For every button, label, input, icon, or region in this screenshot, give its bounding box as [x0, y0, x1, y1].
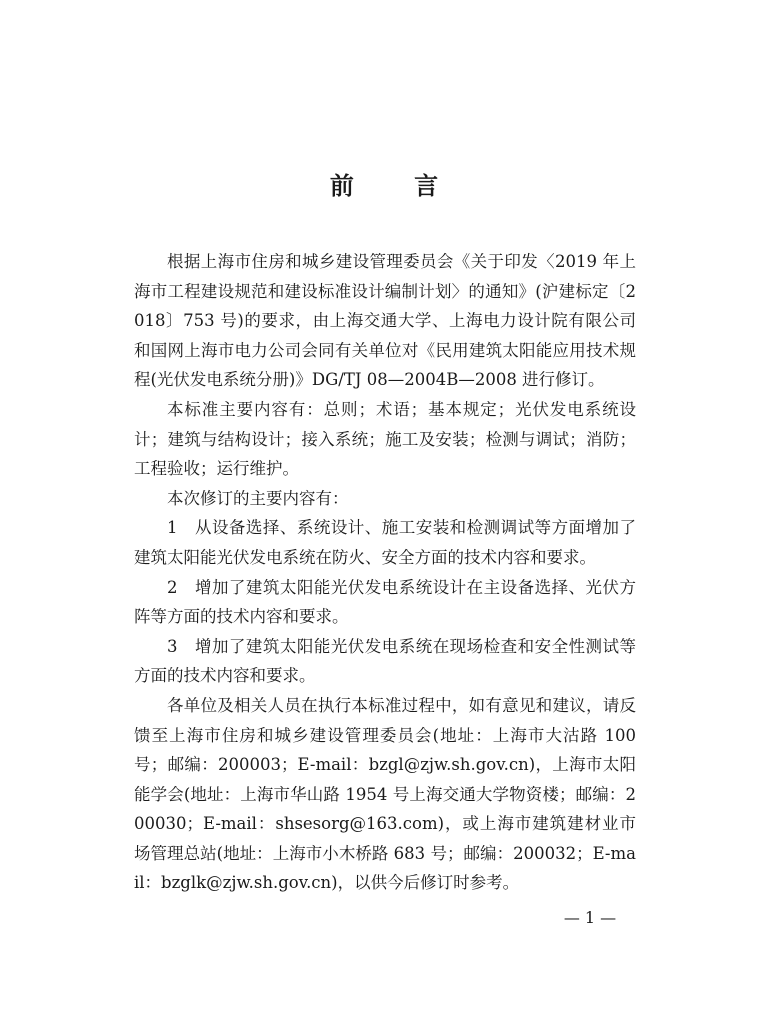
paragraph-revision-item-2: 2 增加了建筑太阳能光伏发电系统设计在主设备选择、光伏方阵等方面的技术内容和要求。	[134, 577, 636, 627]
paragraph-feedback-contacts: 各单位及相关人员在执行本标准过程中，如有意见和建议，请反馈至上海市住房和城乡建设管理委员会(地址：上海市大沽路 100 号；邮编：200003；E-mail：bzgl@zjw.sh.gov.cn)，上海市太阳能学会(地址：上海市华山路 1954 号上海交通大学物资楼；邮编：200030；E-mail：shsesorg@163.com)，或上海市建筑建材业市场管理总站(地址：上海市小木桥路 683 号；邮编：200032；E-mail：bzglk@zjw.sh.gov.cn)，以供今后修订时参考。	[134, 695, 636, 893]
page-title: 前 言	[329, 171, 465, 200]
document-body	[134, 247, 636, 898]
paragraph-revision-item-1: 1 从设备选择、系统设计、施工安装和检测调试等方面增加了建筑太阳能光伏发电系统在防火、安全方面的技术内容和要求。	[134, 518, 636, 567]
paragraph-basis: 根据上海市住房和城乡建设管理委员会《关于印发〈2019 年上海市工程建设规范和建设标准设计编制计划〉的通知》(沪建标定〔2018〕753 号)的要求，由上海交通大学、上海电力设计院有限公司和国网上海市电力公司会同有关单位对《民用建筑太阳能应用技术规程(光伏发电系统分册)》DG/TJ 08—2004B—2008 进行修订。	[134, 252, 636, 390]
paragraph-main-contents: 本标准主要内容有：总则；术语；基本规定；光伏发电系统设计；建筑与结构设计；接入系统；施工及安装；检测与调试；消防；工程验收；运行维护。	[134, 399, 636, 479]
page-number: — 1 —	[563, 908, 617, 927]
paragraph-revision-item-3: 3 增加了建筑太阳能光伏发电系统在现场检查和安全性测试等方面的技术内容和要求。	[134, 636, 636, 686]
paragraph-revision-intro: 本次修订的主要内容有：	[167, 488, 349, 508]
